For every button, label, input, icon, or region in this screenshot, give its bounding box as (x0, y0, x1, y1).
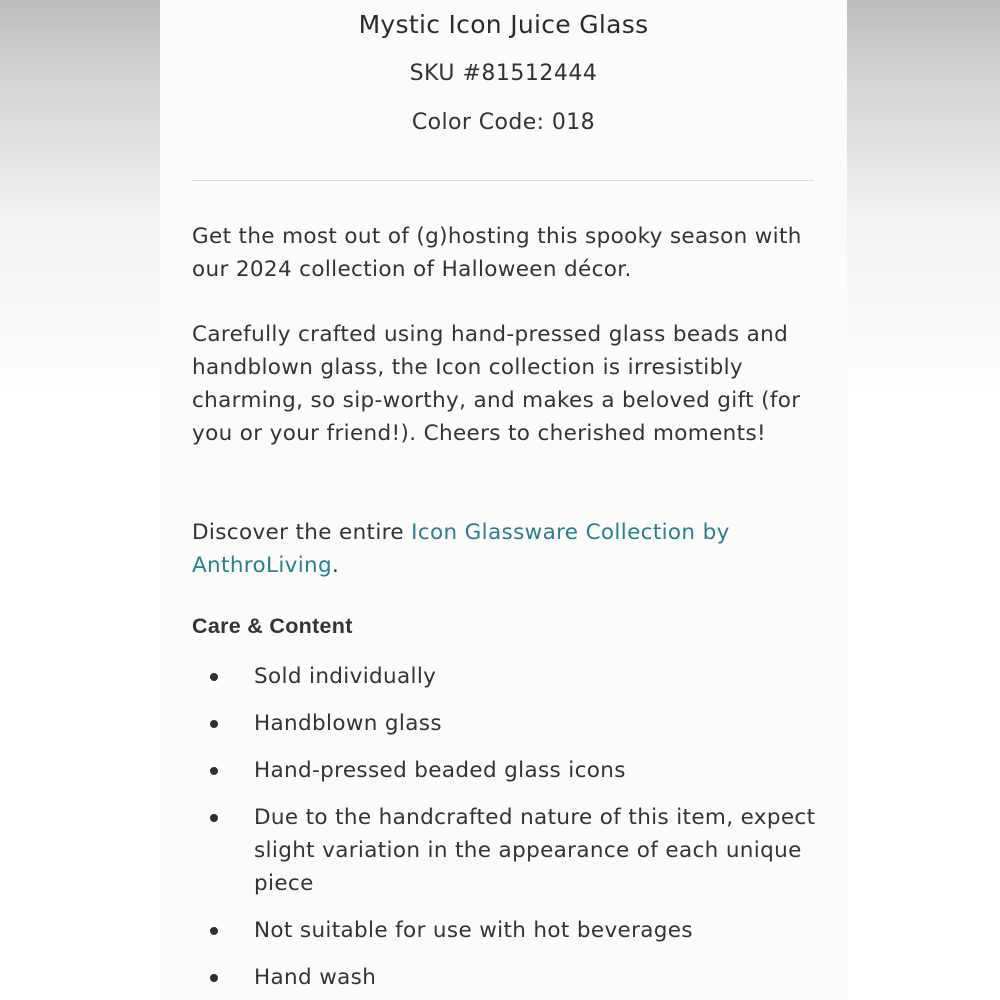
section-divider (192, 180, 814, 181)
list-item (192, 914, 832, 947)
product-sku: SKU #81512444 (409, 61, 598, 86)
list-item-text: Handblown glass (254, 711, 442, 736)
description-paragraph-2: Carefully crafted using hand-pressed glass beads and handblown glass, the Icon collection is irresistibly charming, so sip-worthy, and makes a beloved gift (for you or your friend!). Cheers to cherished moments! (192, 322, 801, 446)
list-item (192, 660, 832, 693)
list-item (192, 801, 832, 900)
list-item (192, 754, 832, 787)
bullet-icon (210, 673, 218, 681)
product-details-panel (160, 0, 847, 1000)
product-color-code: Color Code: 018 (411, 110, 596, 135)
bullet-icon (210, 814, 218, 822)
list-item-text: Hand-pressed beaded glass icons (254, 758, 626, 783)
list-item-text: Due to the handcrafted nature of this item, expect slight variation in the appearance of each unique piece (254, 805, 816, 896)
list-item-text: Hand wash (254, 965, 377, 990)
right-backdrop (847, 0, 1000, 1000)
left-backdrop (0, 0, 160, 1000)
list-item (192, 707, 832, 740)
icon-glassware-collection-link[interactable]: Icon Glassware Collection by AnthroLiving (192, 520, 730, 578)
discover-suffix: . (332, 553, 340, 578)
bullet-icon (210, 767, 218, 775)
description-paragraph-1: Get the most out of (g)hosting this spooky season with our 2024 collection of Halloween décor. (192, 224, 802, 282)
list-item-text: Sold individually (254, 664, 437, 689)
list-item (192, 961, 832, 994)
care-content-list (192, 660, 832, 1000)
list-item-text: Not suitable for use with hot beverages (254, 918, 693, 943)
discover-paragraph (192, 516, 822, 582)
bullet-icon (210, 974, 218, 982)
care-content-heading: Care & Content (192, 614, 353, 638)
discover-prefix: Discover the entire (192, 520, 412, 545)
product-title: Mystic Icon Juice Glass (358, 10, 649, 39)
bullet-icon (210, 927, 218, 935)
bullet-icon (210, 720, 218, 728)
